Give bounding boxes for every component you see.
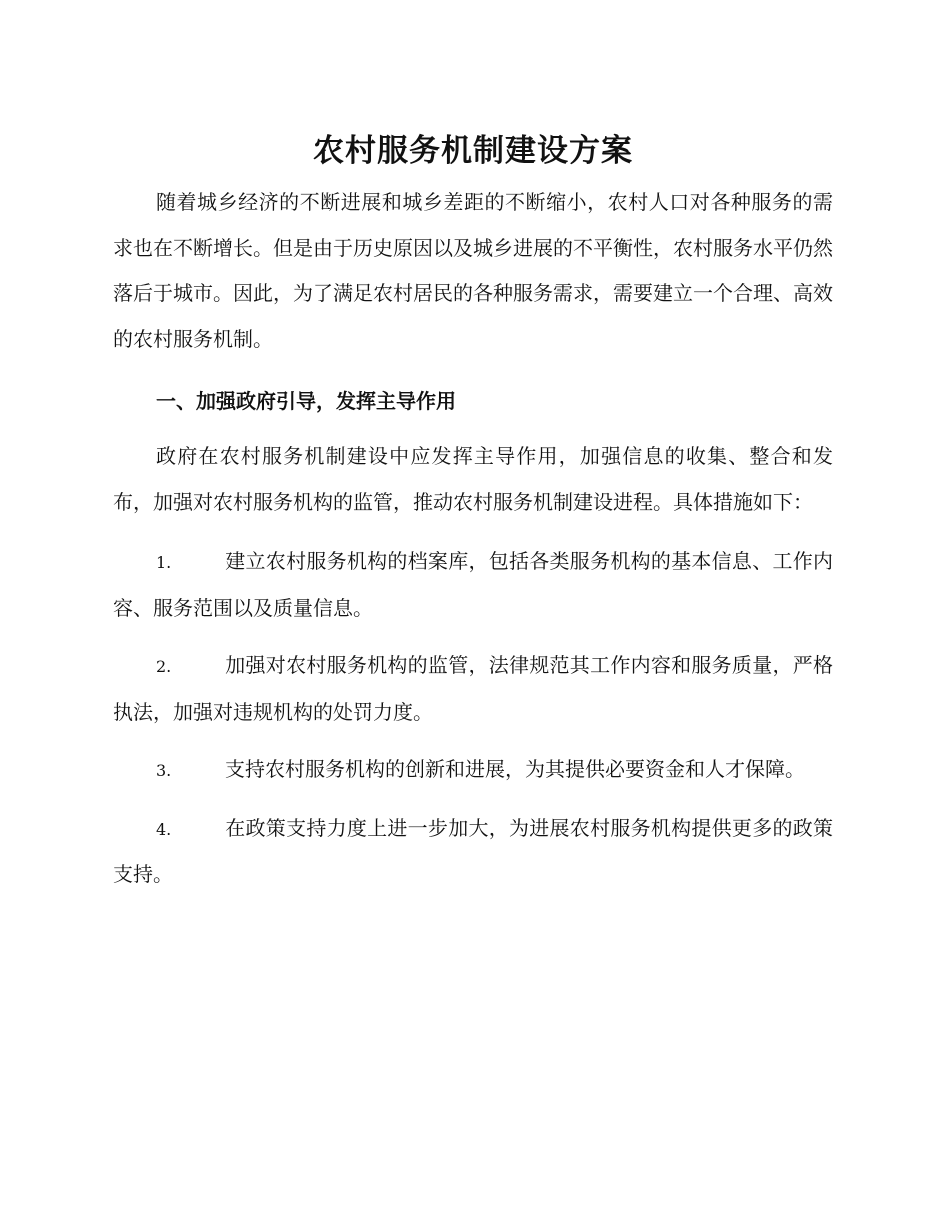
section-body-paragraph: 政府在农村服务机制建设中应发挥主导作用，加强信息的收集、整合和发布，加强对农村服务机构的监管，推动农村服务机制建设进程。具体措施如下： <box>113 444 833 514</box>
list-item <box>113 643 833 735</box>
measures-list <box>113 539 833 898</box>
list-item-text: 在政策支持力度上进一步加大，为进展农村服务机构提供更多的政策支持。 <box>113 815 833 886</box>
list-item-number: 1. <box>156 553 172 572</box>
list-item-number: 4. <box>156 819 172 839</box>
list-item-text: 加强对农村服务机构的监管，法律规范其工作内容和服务质量，严格执法，加强对违规机构的处罚力度。 <box>113 653 833 724</box>
list-item-number: 2. <box>156 657 172 676</box>
document-page <box>113 128 833 898</box>
list-item <box>113 747 833 794</box>
list-item-number: 3. <box>156 761 172 780</box>
intro-paragraph: 随着城乡经济的不断进展和城乡差距的不断缩小，农村人口对各种服务的需求也在不断增长。但是由于历史原因以及城乡进展的不平衡性，农村服务水平仍然落后于城市。因此，为了满足农村居民的各种服务需求，需要建立一个合理、高效的农村服务机制。 <box>113 190 833 351</box>
document-title: 农村服务机制建设方案 <box>313 133 633 169</box>
section-heading: 一、加强政府引导，发挥主导作用 <box>156 389 456 413</box>
list-item <box>113 539 833 631</box>
list-item-text: 支持农村服务机构的创新和进展，为其提供必要资金和人才保障。 <box>225 757 805 781</box>
list-item <box>113 806 833 898</box>
list-item-text: 建立农村服务机构的档案库，包括各类服务机构的基本信息、工作内容、服务范围以及质量信息。 <box>113 549 833 620</box>
